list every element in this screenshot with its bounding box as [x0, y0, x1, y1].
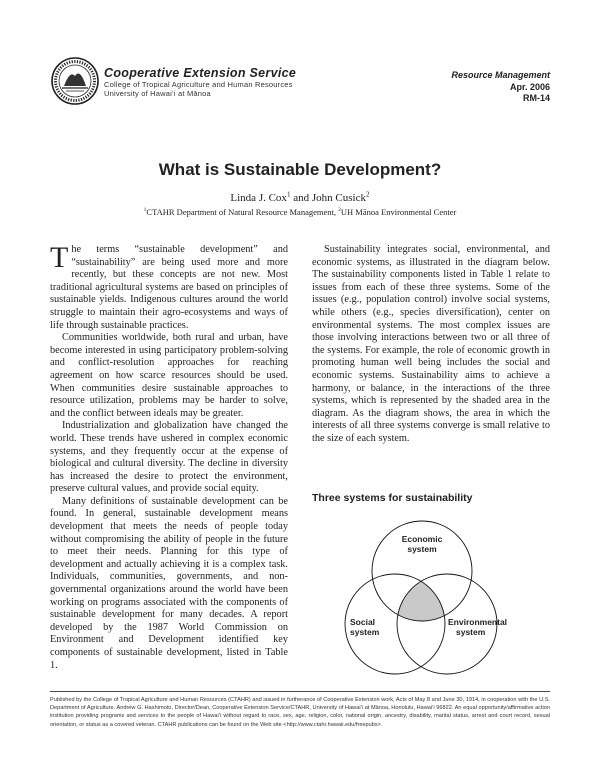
footer-text: Published by the College of Tropical Agriculture and Human Resources (CTAHR) and issued in furtherance of Cooperative Extension work, Acts of May 8 and June 30, 1914, in cooperation with the U.S. Department of Agriculture. Andrew G. Hashimoto, Director/Dean, Cooperative Extension Service/CTAHR, University of Hawai‘i at Mānoa, Honolulu, Hawai‘i 96822. An equal opportunity/affirmative action institution providing programs and services to the people of Hawai‘i without regard to race, sex, age, religion, color, national origin, ancestry, disability, marital status, arrest and court record, sexual orientation, or status as a covered veteran. CTAHR publications can be found on the Web site <http://www.ctahr.hawaii.edu/freepubs>.: [50, 697, 550, 728]
series-info: [451, 70, 550, 105]
paragraph-4: Many definitions of sustainable development can be found. In general, sustainable development means development that meets the needs of people today without compromising the ability of people in the future to meet their needs. Planning for this type of development and actually achieving it is a complex task. Individuals, communities, governments, and non-governmental organizations around the world have been working on programs associated with the components of sustainable development for many decades. A report developed by the 1987 World Commission on Environment and Development identified key components of sustainable development, listed in Table 1.: [50, 495, 288, 671]
paragraph-3: Industrialization and globalization have changed the world. These trends have ushered in complex economic systems, and they frequently occur at the expense of biological and cultural diversity. The decline in diversity has increased the desire to protect the environment, preserve cultural values, and provide social equity.: [50, 420, 288, 495]
publication-date: Apr. 2006: [509, 81, 550, 92]
social-label-line2: system: [350, 627, 380, 637]
economic-label-line1: Economic: [401, 534, 443, 544]
drop-cap: T: [50, 241, 69, 274]
series-name: Resource Management: [451, 70, 550, 80]
social-label-line1: Social: [350, 617, 376, 627]
org-name: Cooperative Extension Service: [104, 66, 297, 80]
environmental-label-line2: system: [456, 627, 486, 637]
author-1: Linda J. Cox: [230, 192, 287, 204]
org-university: University of Hawai‘i at Mānoa: [104, 89, 211, 98]
org-college: College of Tropical Agriculture and Human Resources: [104, 80, 293, 89]
author-2-sup: 2: [366, 190, 370, 199]
figure-title: Three systems for sustainability: [312, 492, 473, 504]
aff-2-sup: 2: [338, 207, 341, 214]
author-1-sup: 1: [286, 190, 291, 199]
paragraph-1-text: he terms “sustainable development” and “sustainability” are being used more and more recently, but these concepts are not new. Most traditional agricultural systems are based on principles of sustainable yields. Indigenous cultures around the world struggle to maintain their agro-ecosystems and ways of life through sustainable practices.: [50, 244, 288, 331]
paragraph-5: Sustainability integrates social, environmental, and economic systems, as illustrated in the diagram below. The sustainability components listed in Table 1 relate to issues from each of these three systems. Some of the issues (e.g., population control) involve social systems, while others (e.g., species diversification), center on environmental systems. The most complex issues are those involving interactions between two or all three of the systems. For example, the role of economic growth in promoting human well being includes the social and economic systems. Sustainability aims to achieve a harmony, or balance, in the interactions of the three systems, which is represented by the shaded area in the diagram. As the diagram shows, the area in which the interests of all three systems converge is small relative to the size of each system.: [312, 244, 550, 444]
author-line: [0, 192, 600, 204]
org-header: [104, 67, 296, 98]
environmental-label-line1: Environmental: [448, 617, 508, 627]
affiliation-2: UH Mānoa Environmental Center: [340, 207, 457, 217]
social-system-label: [350, 617, 400, 637]
publication-code: RM-14: [522, 93, 550, 103]
economic-system-label: [392, 534, 452, 554]
body-column-left: [50, 241, 288, 672]
affiliation-line: [0, 207, 600, 217]
economic-label-line2: system: [407, 544, 437, 554]
ctahr-seal-logo: [50, 56, 100, 106]
affiliation-1: CTAHR Department of Natural Resource Management,: [146, 207, 339, 217]
aff-1-sup: 1: [143, 207, 147, 214]
paragraph-2: Communities worldwide, both rural and urban, have become interested in using participatory problem-solving and conflict-resolution approaches for reaching agreement on how scarce resources should be used. When communities desire sustainable approaches to resource utilization, problems may be harder to solve, and the conflict between ideals may be greater.: [50, 332, 288, 419]
paper-title: What is Sustainable Development?: [158, 160, 442, 179]
author-2: and John Cusick: [290, 192, 366, 204]
body-column-right: [312, 244, 550, 446]
footer-rule: [50, 691, 550, 692]
paragraph-1: [50, 241, 288, 332]
environmental-system-label: [448, 617, 528, 637]
